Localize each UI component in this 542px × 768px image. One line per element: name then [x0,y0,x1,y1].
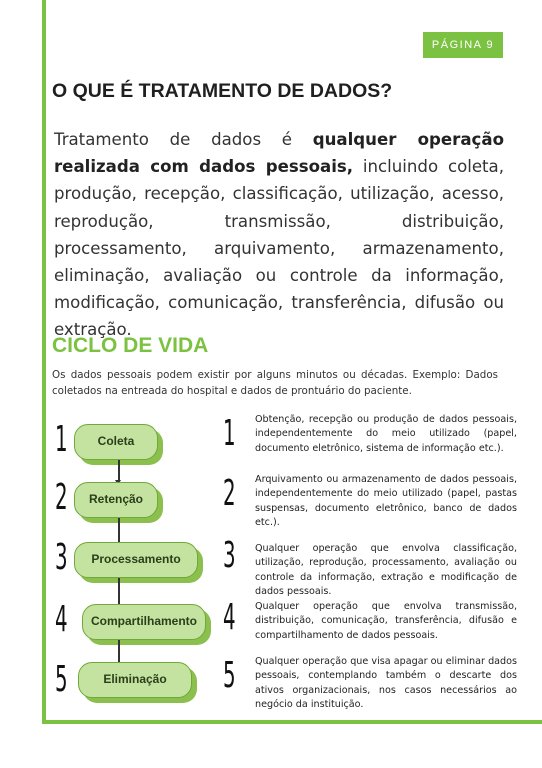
step-description: Arquivamento ou armazenamento de dados pessoais, independentemente do meio utilizado (papel, pastas suspensas, documento eletrônico, banco de dados etc.). [255,474,517,528]
intro-lead: Tratamento de dados é [54,130,313,149]
step-description: Obtenção, recepção ou produção de dados pessoais, independentemente do meio utilizado (papel, documento eletrônico, sistema de informação etc.). [255,414,517,454]
step-label: Eliminação [78,662,192,698]
step-pill-eliminacao [78,662,192,698]
step-number: 2 [223,473,236,514]
intro-paragraph [54,126,504,344]
step-description: Qualquer operação que visa apagar ou eliminar dados pessoais, contemplando também o descarte dos ativos organizacionais, nos casos necessários ao negócio da instituição. [255,656,517,710]
section-description: Os dados pessoais podem existir por alguns minutos ou décadas. Exemplo: Dados coletados na entreada do hospital e dados de prontuário do paciente. [52,369,498,397]
arrow-down-icon [118,578,120,605]
step-label: Coleta [74,424,158,460]
step-number: 1 [55,419,68,460]
step-number: 4 [55,599,68,640]
step-number: 3 [55,537,68,578]
step-label: Processamento [74,542,198,578]
step-description: Qualquer operação que envolva classificação, utilização, reprodução, processamento, avaliação ou controle da informação, extração e modificação de dados pessoais. [255,543,517,597]
step-pill-processamento [74,542,198,578]
page-number-badge: PÁGINA 9 [423,32,503,58]
step-number: 5 [223,655,236,696]
page-frame-bottom [42,720,542,724]
step-pill-coleta [74,424,158,460]
arrow-down-icon [118,640,120,664]
step-number: 5 [55,659,68,700]
step-number: 3 [223,535,236,576]
section-title: CICLO DE VIDA [52,334,209,357]
arrow-down-icon [118,518,120,545]
page-frame-left [42,0,46,724]
step-number: 4 [223,597,236,638]
step-label: Compartilhamento [82,604,206,640]
step-number: 2 [55,477,68,518]
step-pill-retencao [74,482,158,518]
step-description: Qualquer operação que envolva transmissão, distribuição, comunicação, transferência, difusão e compartilhamento de dados pessoais. [255,601,517,641]
step-pill-compartilhamento [82,604,206,640]
arrow-down-icon [118,460,120,481]
intro-rest: incluindo coleta, produção, recepção, classificação, utilização, acesso, reprodução, transmissão, distribuição, processamento, arquivamento, armazenamento, eliminação, avaliação ou controle da informação, modificação, comunicação, transferência, difusão ou extração. [54,157,504,340]
intro-bold: qualquer operação realizada com dados pessoais, [54,130,504,177]
step-label: Retenção [74,482,158,518]
step-number: 1 [223,413,236,454]
page-title: O QUE É TRATAMENTO DE DADOS? [52,80,393,102]
